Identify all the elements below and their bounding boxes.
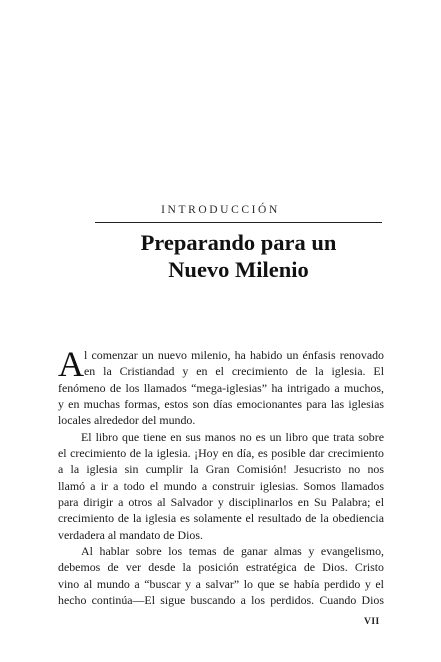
body-line: vino al mundo a “buscar y a salvar” lo que se había perdido y el: [58, 576, 384, 591]
body-line: crecimiento de la iglesia es solamente el resultado de la obediencia: [58, 511, 384, 526]
body-line: a la iglesia sin cumplir la Gran Comisión! Jesucristo no nos: [58, 462, 384, 477]
body-line: llamó a ir a todo el mundo a construir iglesias. Somos llamados: [58, 478, 384, 493]
body-line: El libro que tiene en sus manos no es un libro que trata sobre: [81, 429, 384, 444]
body-text: [58, 344, 384, 609]
body-line: el crecimiento de la iglesia. ¡Hoy en día, es posible dar crecimiento: [58, 446, 384, 461]
body-line: l comenzar un nuevo milenio, ha habido un énfasis renovado: [84, 348, 384, 362]
chapter-kicker: INTRODUCCIÓN: [161, 204, 280, 216]
page-number: VII: [364, 617, 380, 627]
chapter-title-line-1: Preparando para un: [140, 230, 337, 255]
chapter-title: [60, 229, 417, 283]
body-line: y en muchas formas, estos son días emocionantes para las iglesias: [58, 397, 384, 412]
body-line: Al hablar sobre los temas de ganar almas y evangelismo,: [81, 544, 384, 559]
body-line: debemos de ver desde la posición estratégica de Dios. Cristo: [58, 560, 384, 575]
chapter-title-line-2: Nuevo Milenio: [168, 257, 309, 282]
body-line: hecho continúa—El sigue buscando a los perdidos. Cuando Dios: [58, 593, 384, 608]
drop-cap: A: [58, 344, 84, 384]
body-line: verdadera al mandato de Dios.: [58, 527, 203, 542]
body-line: para dirigir a otros al Salvador y disciplinarlos en Su Palabra; el: [58, 495, 384, 510]
body-line: locales alrededor del mundo.: [58, 413, 196, 428]
header-rule: [95, 222, 382, 223]
body-line: en la Cristiandad y en el crecimiento de la iglesia. El: [84, 364, 384, 379]
body-line: fenómeno de los llamados “mega-iglesias” ha intrigado a muchos,: [58, 380, 384, 395]
